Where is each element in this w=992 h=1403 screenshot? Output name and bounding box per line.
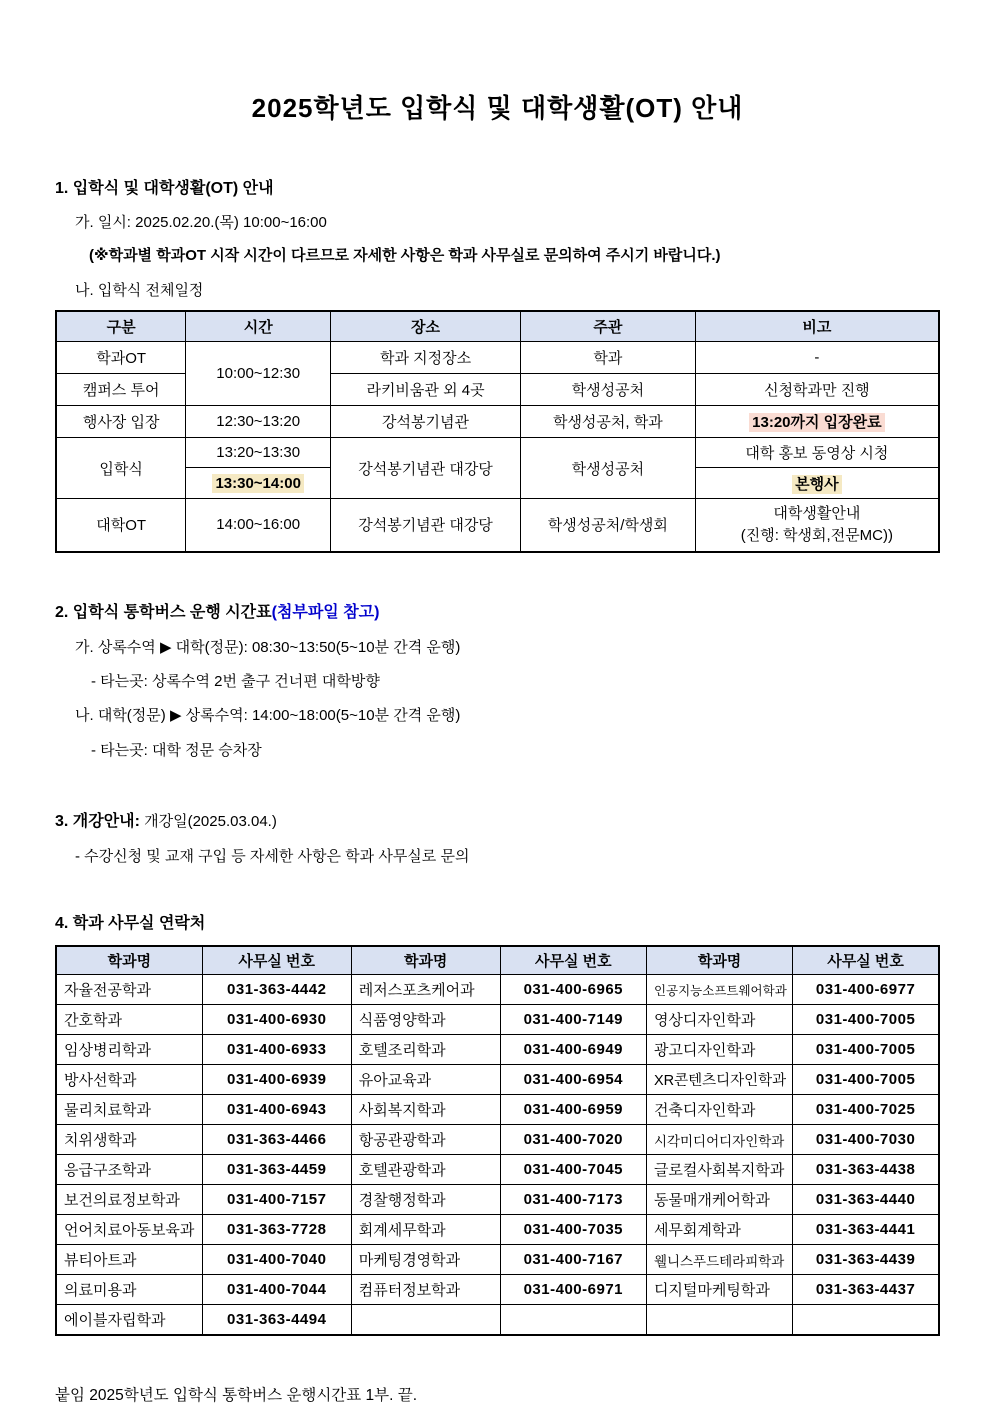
bus-route-to-univ: 가. 상록수역 ▶ 대학(정문): 08:30~13:50(5~10분 간격 운행)	[75, 638, 461, 656]
cell-time: 10:00~12:30	[186, 342, 331, 406]
phone-number-cell: 031-400-7020	[500, 1125, 646, 1155]
contacts-tbody	[56, 975, 939, 1335]
cell-org: 학생성공처/학생회	[520, 499, 695, 552]
section1-date-line: 가. 일시: 2025.02.20.(목) 10:00~16:00	[75, 214, 327, 231]
phone-number-cell: 031-363-4459	[202, 1155, 351, 1185]
section4-heading: 4. 학과 사무실 연락처	[55, 914, 206, 932]
dept-name-cell: 인공지능소프트웨어학과	[646, 975, 792, 1005]
ceremony-main-time-highlight: 13:30~14:00	[212, 474, 304, 493]
schedule-row-dept-ot	[56, 342, 939, 374]
bus-route-to-station: 나. 대학(정문) ▶ 상록수역: 14:00~18:00(5~10분 간격 운행)	[75, 706, 461, 724]
univ-ot-note-line2: (진행: 학생회,전문MC))	[740, 526, 893, 544]
schedule-row-entrance	[56, 406, 939, 438]
univ-ot-note-line1: 대학생활안내	[773, 505, 861, 522]
dept-name-cell: 유아교육과	[351, 1065, 500, 1095]
table-row	[56, 1005, 939, 1035]
cell-note: -	[695, 342, 939, 374]
dept-name-cell: 언어치료아동보육과	[56, 1215, 202, 1245]
cell-time: 12:30~13:20	[186, 406, 331, 438]
dept-name-cell: 웰니스푸드테라피학과	[646, 1245, 792, 1275]
section2-heading-text: 2. 입학식 통학버스 운행 시간표	[55, 603, 272, 621]
schedule-header-row	[56, 311, 939, 342]
schedule-row-ceremony-1	[56, 438, 939, 468]
phone-number-cell: 031-400-7005	[793, 1035, 939, 1065]
dept-name-cell: 응급구조학과	[56, 1155, 202, 1185]
dept-name-cell: 호텔조리학과	[351, 1035, 500, 1065]
dept-name-cell: 레저스포츠케어과	[351, 975, 500, 1005]
phone-number-cell: 031-400-6954	[500, 1065, 646, 1095]
phone-number-cell: 031-400-6971	[500, 1275, 646, 1305]
phone-number-cell: 031-363-4437	[793, 1275, 939, 1305]
table-row	[56, 1245, 939, 1275]
contacts-header-phone3: 사무실 번호	[793, 946, 939, 975]
section2-heading	[55, 599, 940, 622]
phone-number-cell: 031-400-7045	[500, 1155, 646, 1185]
contacts-header-dept2: 학과명	[351, 946, 500, 975]
section3-heading	[55, 808, 940, 831]
phone-number-cell	[793, 1305, 939, 1335]
schedule-table	[55, 310, 940, 553]
phone-number-cell: 031-400-6939	[202, 1065, 351, 1095]
contacts-table	[55, 945, 940, 1336]
cell-note	[695, 406, 939, 438]
phone-number-cell: 031-400-7025	[793, 1095, 939, 1125]
dept-name-cell: 의료미용과	[56, 1275, 202, 1305]
table-row	[56, 1215, 939, 1245]
dept-name-cell: 치위생학과	[56, 1125, 202, 1155]
cell-org: 학과	[520, 342, 695, 374]
cell-type: 행사장 입장	[56, 406, 186, 438]
cell-org: 학생성공처	[520, 374, 695, 406]
phone-number-cell: 031-400-7167	[500, 1245, 646, 1275]
attachment-reference-link[interactable]: (첨부파일 참고)	[271, 603, 380, 621]
dept-name-cell: 항공관광학과	[351, 1125, 500, 1155]
dept-name-cell: 호텔관광학과	[351, 1155, 500, 1185]
dept-name-cell: 회계세무학과	[351, 1215, 500, 1245]
phone-number-cell: 031-400-7149	[500, 1005, 646, 1035]
dept-name-cell: 물리치료학과	[56, 1095, 202, 1125]
table-row	[56, 1125, 939, 1155]
phone-number-cell: 031-400-6977	[793, 975, 939, 1005]
dept-name-cell: 글로컬사회복지학과	[646, 1155, 792, 1185]
dept-name-cell: 영상디자인학과	[646, 1005, 792, 1035]
cell-time	[186, 468, 331, 499]
phone-number-cell: 031-400-7157	[202, 1185, 351, 1215]
phone-number-cell: 031-400-6949	[500, 1035, 646, 1065]
table-row	[56, 975, 939, 1005]
phone-number-cell: 031-400-6959	[500, 1095, 646, 1125]
contacts-header-phone1: 사무실 번호	[202, 946, 351, 975]
contacts-header-dept3: 학과명	[646, 946, 792, 975]
table-row	[56, 1155, 939, 1185]
cell-note: 신청학과만 진행	[695, 374, 939, 406]
phone-number-cell: 031-400-6943	[202, 1095, 351, 1125]
dept-name-cell: 자율전공학과	[56, 975, 202, 1005]
section3-heading-rest: 개강일(2025.03.04.)	[139, 812, 277, 830]
entrance-deadline-highlight: 13:20까지 입장완료	[749, 413, 884, 432]
dept-name-cell: 식품영양학과	[351, 1005, 500, 1035]
phone-number-cell: 031-400-7040	[202, 1245, 351, 1275]
table-row	[56, 1305, 939, 1335]
phone-number-cell: 031-400-7005	[793, 1005, 939, 1035]
dept-name-cell	[351, 1305, 500, 1335]
dept-name-cell: 사회복지학과	[351, 1095, 500, 1125]
cell-time: 14:00~16:00	[186, 499, 331, 552]
cell-note	[695, 499, 939, 552]
cell-place: 강석봉기념관 대강당	[331, 438, 521, 499]
schedule-header-place: 장소	[331, 311, 521, 342]
contacts-header-row	[56, 946, 939, 975]
dept-name-cell: 동물매개케어학과	[646, 1185, 792, 1215]
dept-name-cell: 시각미디어디자인학과	[646, 1125, 792, 1155]
phone-number-cell: 031-400-7005	[793, 1065, 939, 1095]
ceremony-main-event-highlight: 본행사	[792, 475, 841, 494]
phone-number-cell: 031-400-6930	[202, 1005, 351, 1035]
section3-detail-line: - 수강신청 및 교재 구입 등 자세한 사항은 학과 사무실로 문의	[75, 847, 470, 865]
bus-stop-to-station: - 타는곳: 대학 정문 승차장	[91, 741, 262, 759]
cell-place: 라키비움관 외 4곳	[331, 374, 521, 406]
dept-name-cell: 건축디자인학과	[646, 1095, 792, 1125]
cell-type: 대학OT	[56, 499, 186, 552]
attachment-footer: 붙임 2025학년도 입학식 통학버스 운행시간표 1부. 끝.	[55, 1386, 418, 1403]
section1-heading: 1. 입학식 및 대학생활(OT) 안내	[55, 180, 274, 197]
phone-number-cell	[500, 1305, 646, 1335]
dept-name-cell: 마케팅경영학과	[351, 1245, 500, 1275]
cell-place: 강석봉기념관 대강당	[331, 499, 521, 552]
phone-number-cell: 031-363-4438	[793, 1155, 939, 1185]
dept-name-cell: XR콘텐츠디자인학과	[646, 1065, 792, 1095]
phone-number-cell: 031-363-4442	[202, 975, 351, 1005]
dept-name-cell: 컴퓨터정보학과	[351, 1275, 500, 1305]
bus-stop-to-univ: - 타는곳: 상록수역 2번 출구 건너편 대학방향	[91, 672, 380, 690]
cell-org: 학생성공처, 학과	[520, 406, 695, 438]
section1-schedule-label: 나. 입학식 전체일정	[75, 282, 204, 299]
table-row	[56, 1185, 939, 1215]
dept-name-cell	[646, 1305, 792, 1335]
cell-place: 강석봉기념관	[331, 406, 521, 438]
phone-number-cell: 031-363-4439	[793, 1245, 939, 1275]
contacts-header-phone2: 사무실 번호	[500, 946, 646, 975]
phone-number-cell: 031-400-7035	[500, 1215, 646, 1245]
dept-name-cell: 에이블자립학과	[56, 1305, 202, 1335]
table-row	[56, 1275, 939, 1305]
schedule-header-org: 주관	[520, 311, 695, 342]
cell-note: 대학 홍보 동영상 시청	[695, 438, 939, 468]
dept-name-cell: 경찰행정학과	[351, 1185, 500, 1215]
phone-number-cell: 031-400-7173	[500, 1185, 646, 1215]
dept-name-cell: 뷰티아트과	[56, 1245, 202, 1275]
phone-number-cell: 031-363-7728	[202, 1215, 351, 1245]
page-title: 2025학년도 입학식 및 대학생활(OT) 안내	[251, 93, 744, 123]
section1-note-line: (※학과별 학과OT 시작 시간이 다르므로 자세한 사항은 학과 사무실로 문의하여 주시기 바랍니다.)	[89, 247, 721, 264]
table-row	[56, 1065, 939, 1095]
phone-number-cell: 031-400-6965	[500, 975, 646, 1005]
phone-number-cell: 031-400-7030	[793, 1125, 939, 1155]
cell-org: 학생성공처	[520, 438, 695, 499]
section3-heading-bold: 3. 개강안내:	[55, 812, 140, 830]
phone-number-cell: 031-363-4466	[202, 1125, 351, 1155]
phone-number-cell: 031-363-4440	[793, 1185, 939, 1215]
table-row	[56, 1095, 939, 1125]
schedule-header-note: 비고	[695, 311, 939, 342]
phone-number-cell: 031-400-6933	[202, 1035, 351, 1065]
cell-type: 캠퍼스 투어	[56, 374, 186, 406]
cell-note	[695, 468, 939, 499]
dept-name-cell: 임상병리학과	[56, 1035, 202, 1065]
schedule-header-time: 시간	[186, 311, 331, 342]
dept-name-cell: 광고디자인학과	[646, 1035, 792, 1065]
table-row	[56, 1035, 939, 1065]
phone-number-cell: 031-363-4494	[202, 1305, 351, 1335]
cell-time: 13:20~13:30	[186, 438, 331, 468]
dept-name-cell: 세무회계학과	[646, 1215, 792, 1245]
phone-number-cell: 031-400-7044	[202, 1275, 351, 1305]
contacts-header-dept1: 학과명	[56, 946, 202, 975]
schedule-header-type: 구분	[56, 311, 186, 342]
cell-type: 입학식	[56, 438, 186, 499]
cell-place: 학과 지정장소	[331, 342, 521, 374]
schedule-row-univ-ot	[56, 499, 939, 552]
dept-name-cell: 간호학과	[56, 1005, 202, 1035]
cell-type: 학과OT	[56, 342, 186, 374]
dept-name-cell: 방사선학과	[56, 1065, 202, 1095]
dept-name-cell: 디지털마케팅학과	[646, 1275, 792, 1305]
phone-number-cell: 031-363-4441	[793, 1215, 939, 1245]
dept-name-cell: 보건의료정보학과	[56, 1185, 202, 1215]
